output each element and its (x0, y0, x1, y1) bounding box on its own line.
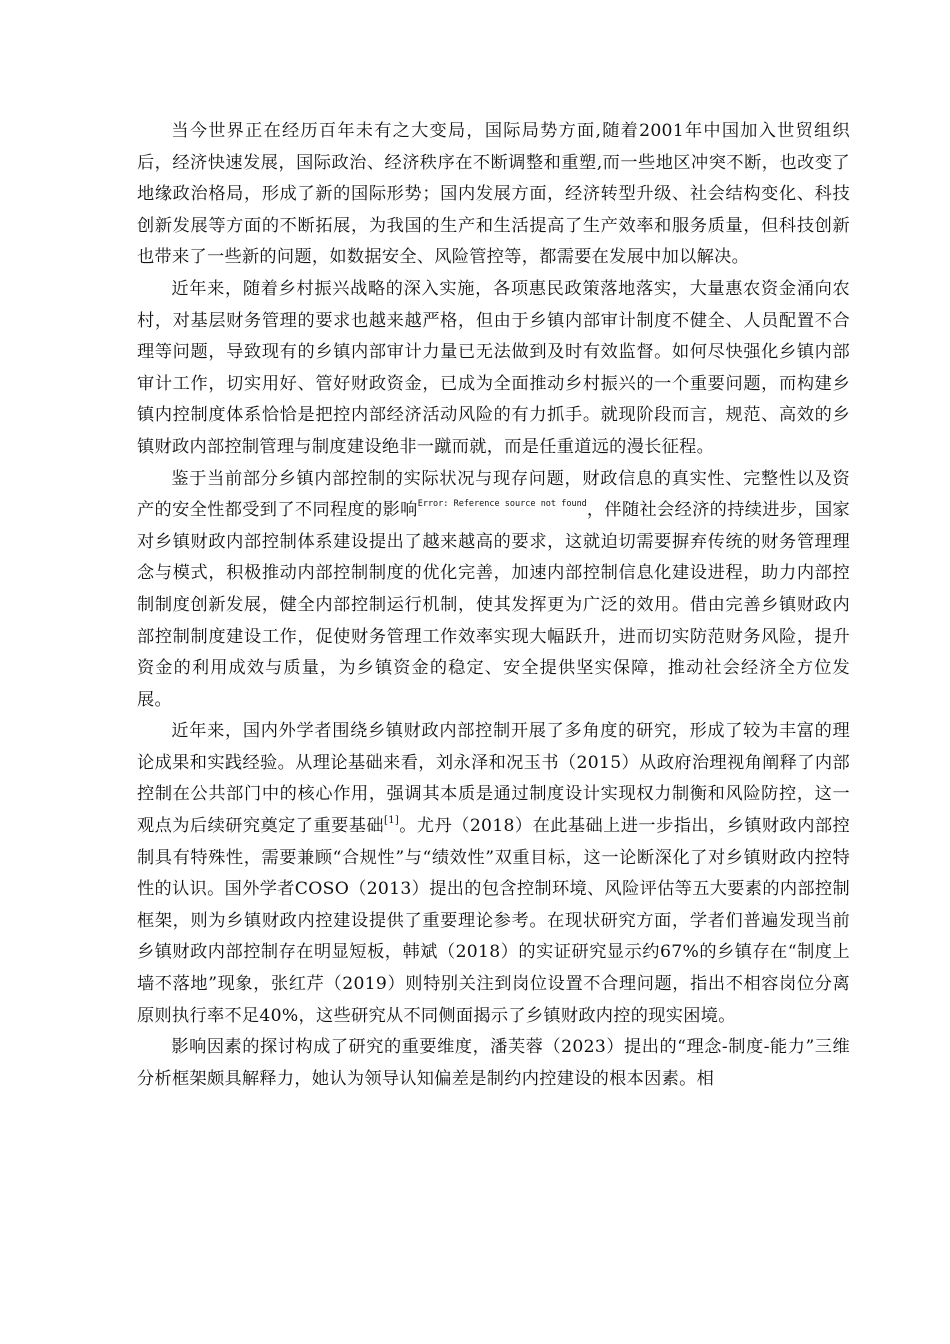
paragraph-2: 近年来，随着乡村振兴战略的深入实施，各项惠民政策落地落实，大量惠农资金涌向农村，对基层财务管理的要求也越来越严格，但由于乡镇内部审计制度不健全、人员配置不合理等问题，导致现有的乡镇内部审计力量已无法做到及时有效监督。如何尽快强化乡镇内部审计工作，切实用好、管好财政资金，已成为全面推动乡村振兴的一个重要问题，而构建乡镇内控制度体系恰恰是把控内部经济活动风险的有力抓手。就现阶段而言，规范、高效的乡镇财政内部控制管理与制度建设绝非一蹴而就，而是任重道远的漫长征程。 (137, 278, 850, 457)
citation-superscript: [1] (384, 815, 400, 827)
paragraph-4 (137, 716, 850, 1032)
reference-error-superscript: Error: Reference source not found (417, 499, 587, 510)
paragraph-5: 影响因素的探讨构成了研究的重要维度，潘芙蓉（2023）提出的“理念-制度-能力”三维分析框架颇具解释力，她认为领导认知偏差是制约内控建设的根本因素。相 (137, 1037, 850, 1089)
paragraph-3-text-a: 鉴于当前部分乡镇内部控制的实际状况与现存问题，财政信息的真实性、完整性以及资产的安全性都受到了不同程度的影响 (137, 468, 850, 521)
document-body (137, 116, 850, 1095)
paragraph-1: 当今世界正在经历百年未有之大变局，国际局势方面,随着2001年中国加入世贸组织后，经济快速发展，国际政治、经济秩序在不断调整和重塑,而一些地区冲突不断，也改变了地缘政治格局，形成了新的国际形势；国内发展方面，经济转型升级、社会结构变化、科技创新发展等方面的不断拓展，为我国的生产和生活提高了生产效率和服务质量，但科技创新也带来了一些新的问题，如数据安全、风险管控等，都需要在发展中加以解决。 (137, 121, 850, 268)
paragraph-3-text-b: ，伴随社会经济的持续进步，国家对乡镇财政内部控制体系建设提出了越来越高的要求，这就迫切需要摒弃传统的财务管理理念与模式，积极推动内部控制制度的优化完善，加速内部控制信息化建设进程，助力内部控制制度创新发展，健全内部控制运行机制，使其发挥更为广泛的效用。借由完善乡镇财政内部控制制度建设工作，促使财务管理工作效率实现大幅跃升，进而切实防范财务风险，提升资金的利用成效与质量，为乡镇资金的稳定、安全提供坚实保障，推动社会经济全方位发展。 (137, 500, 850, 710)
paragraph-3 (137, 464, 850, 717)
paragraph-4-text-b: 。尤丹（2018）在此基础上进一步指出，乡镇财政内部控制具有特殊性，需要兼顾“合规性”与“绩效性”双重目标，这一论断深化了对乡镇财政内控特性的认识。国外学者COSO（2013）提出的包含控制环境、风险评估等五大要素的内部控制框架，则为乡镇财政内控建设提供了重要理论参考。在现状研究方面，学者们普遍发现当前乡镇财政内部控制存在明显短板，韩斌（2018）的实证研究显示约67%的乡镇存在“制度上墙不落地”现象，张红芹（2019）则特别关注到岗位设置不合理问题，指出不相容岗位分离原则执行率不足40%，这些研究从不同侧面揭示了乡镇财政内控的现实困境。 (137, 816, 850, 1026)
paragraph-4-text-a: 近年来，国内外学者围绕乡镇财政内部控制开展了多角度的研究，形成了较为丰富的理论成果和实践经验。从理论基础来看，刘永泽和况玉书（2015）从政府治理视角阐释了内部控制在公共部门中的核心作用，强调其本质是通过制度设计实现权力制衡和风险防控，这一观点为后续研究奠定了重要基础 (137, 721, 850, 837)
